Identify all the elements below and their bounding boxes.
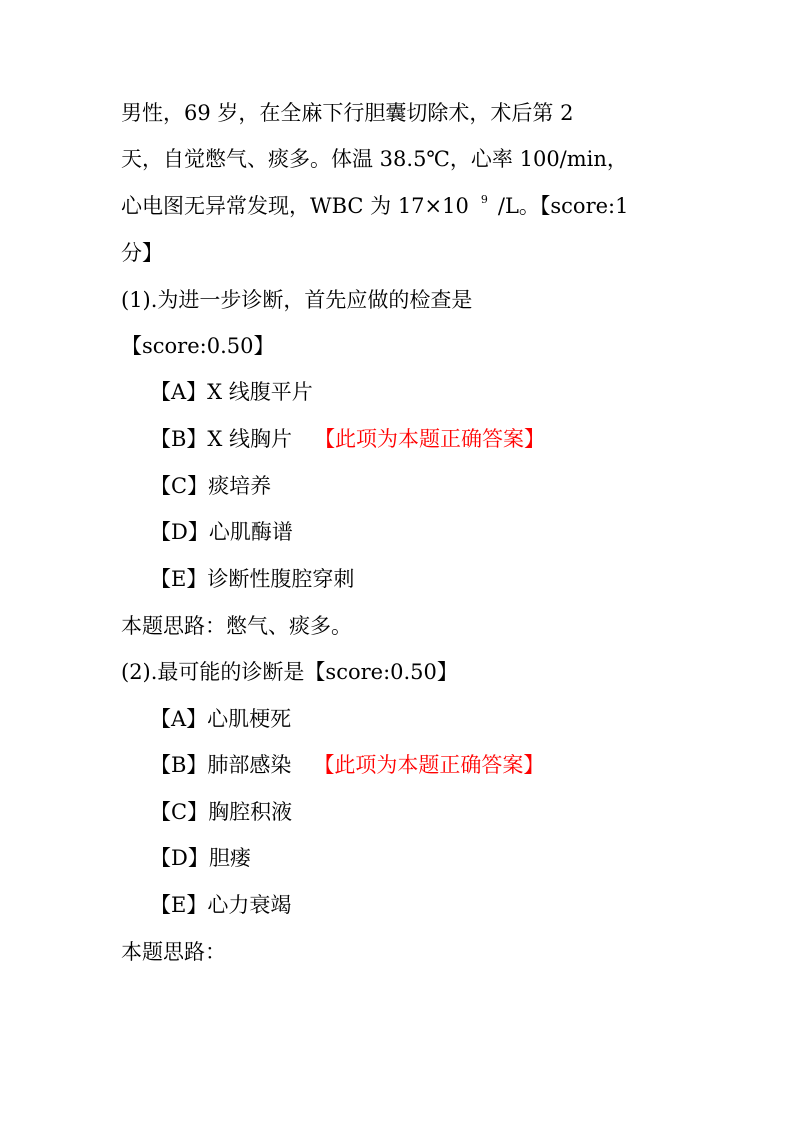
q1-option-d: 【D】心肌酶谱: [150, 520, 293, 544]
question-intro-line-3: [121, 191, 628, 225]
q1-option-a: 【A】X 线腹平片: [150, 380, 313, 404]
q1-option-c: 【C】痰培养: [150, 474, 272, 498]
q2-option-b: [150, 750, 544, 780]
q1-correct-answer-marker: 【此项为本题正确答案】: [314, 427, 546, 451]
question-intro-line-2: 天，自觉憋气、痰多。体温 38.5℃，心率 100/min，: [121, 147, 628, 171]
intro-line-3-unit: /L。【score:1: [497, 194, 629, 218]
q2-option-c: 【C】胸腔积液: [150, 800, 293, 824]
exponent: 9: [480, 193, 488, 206]
q2-option-b-label: 【B】肺部感染: [150, 753, 292, 777]
q2-option-e: 【E】心力衰竭: [150, 893, 292, 917]
q1-option-b: [150, 424, 545, 454]
q1-score: 【score:0.50】: [121, 334, 275, 358]
q2-correct-answer-marker: 【此项为本题正确答案】: [313, 753, 545, 777]
q2-option-a: 【A】心肌梗死: [150, 707, 292, 731]
q1-option-b-label: 【B】X 线胸片: [150, 427, 293, 451]
q2-stem: (2).最可能的诊断是【score:0.50】: [121, 660, 458, 684]
q1-option-e: 【E】诊断性腹腔穿刺: [150, 567, 355, 591]
question-intro-line-4: 分】: [121, 241, 163, 265]
q2-option-d: 【D】胆瘘: [150, 846, 251, 870]
q2-explanation: 本题思路：: [121, 940, 226, 964]
q1-explanation: 本题思路：憋气、痰多。: [121, 614, 352, 638]
intro-line-3-text: 心电图无异常发现，WBC 为 17×10: [121, 194, 469, 218]
question-intro-line-1: 男性，69 岁，在全麻下行胆囊切除术，术后第 2: [121, 101, 574, 125]
q1-stem: (1).为进一步诊断，首先应做的检查是: [121, 288, 473, 312]
